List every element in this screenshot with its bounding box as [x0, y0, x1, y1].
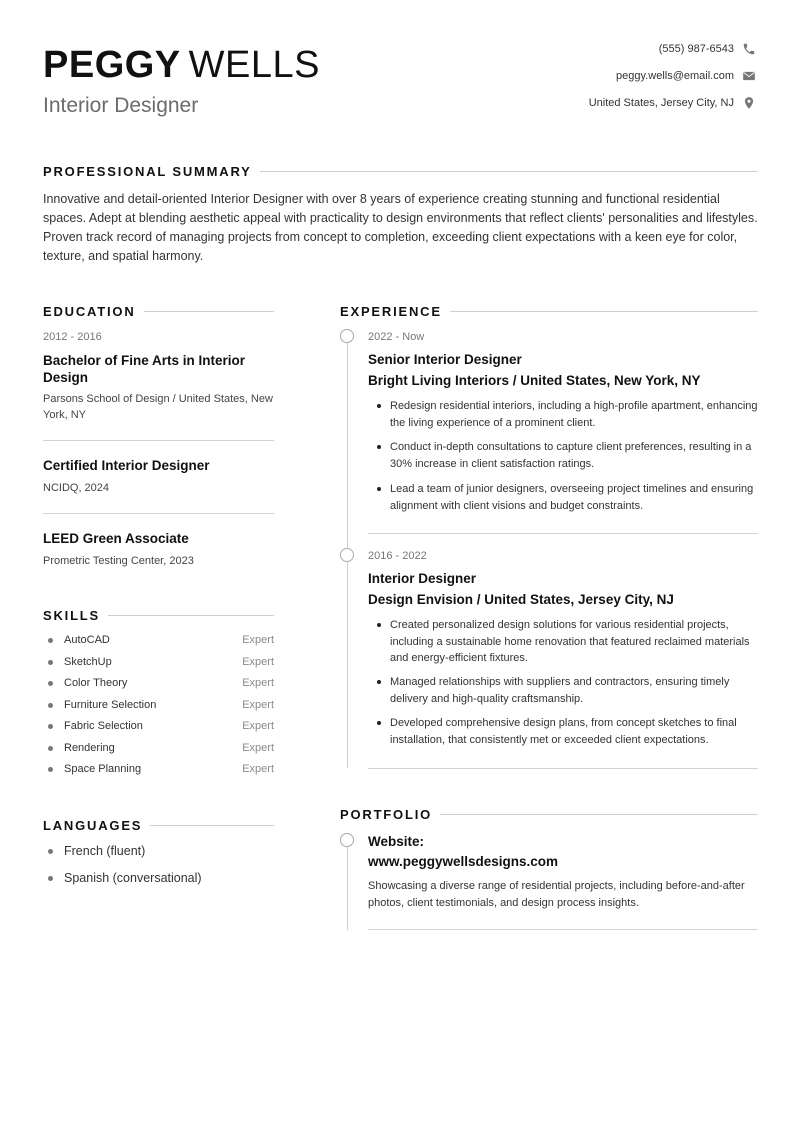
experience-date: 2016 - 2022 — [368, 550, 427, 562]
email-text: peggy.wells@email.com — [616, 70, 734, 82]
skill-name: AutoCAD — [64, 634, 110, 646]
section-divider — [108, 615, 274, 616]
phone-text: (555) 987-6543 — [658, 43, 734, 55]
skill-level: Expert — [242, 677, 274, 689]
skill-item — [48, 742, 274, 754]
skill-level: Expert — [242, 699, 274, 711]
skill-level: Expert — [242, 763, 274, 775]
email-icon — [742, 69, 756, 83]
experience-company: Design Envision / United States, Jersey City, NJ — [368, 592, 674, 607]
bullet-dot — [377, 487, 381, 491]
languages-heading — [43, 818, 274, 833]
language-name: French (fluent) — [64, 844, 146, 858]
phone-icon — [742, 42, 756, 56]
summary-text: Innovative and detail-oriented Interior Designer with over 8 years of experience creating stunning and functional residential spaces. Adept at blending aesthetic appeal with practicality to design environments that reflect clients' personalities and lifestyles. Proven track record of managing projects from concept to completion, exceeding client expectations with a keen eye for color, texture, and spatial harmony. — [43, 192, 758, 263]
bullet-text: Managed relationships with suppliers and contractors, ensuring timely delivery and high-quality craftsmanship. — [390, 676, 730, 705]
section-divider — [150, 825, 274, 826]
portfolio-description: Showcasing a diverse range of residential projects, including before-and-after photos, client testimonials, and design process insights. — [368, 880, 745, 909]
bullet-dot — [48, 681, 53, 686]
experience-bullet — [378, 398, 770, 431]
skill-level: Expert — [242, 656, 274, 668]
languages-heading-label: LANGUAGES — [43, 818, 143, 833]
skill-level: Expert — [242, 742, 274, 754]
experience-heading — [340, 304, 758, 319]
bullet-dot — [377, 623, 381, 627]
skill-item — [48, 634, 274, 646]
education-title: Certified Interior Designer — [43, 458, 210, 473]
first-name: PEGGY — [43, 44, 181, 86]
education-institution: Parsons School of Design / United States, New York, NY — [43, 393, 273, 421]
timeline-marker — [340, 833, 354, 847]
skill-name: Rendering — [64, 742, 115, 754]
education-title: LEED Green Associate — [43, 531, 189, 546]
section-divider — [450, 311, 758, 312]
bullet-dot — [377, 721, 381, 725]
bullet-dot — [48, 767, 53, 772]
skill-name: Color Theory — [64, 677, 128, 689]
bullet-dot — [48, 876, 53, 881]
experience-title: Interior Designer — [368, 571, 477, 586]
bullet-dot — [48, 660, 53, 665]
skill-level: Expert — [242, 720, 274, 732]
bullet-dot — [48, 724, 53, 729]
language-item — [48, 844, 145, 858]
experience-divider — [368, 768, 758, 769]
skill-name: SketchUp — [64, 656, 112, 668]
experience-title: Senior Interior Designer — [368, 352, 522, 367]
skill-level: Expert — [242, 634, 274, 646]
summary-heading-label: PROFESSIONAL SUMMARY — [43, 164, 252, 179]
section-divider — [144, 311, 274, 312]
education-divider — [43, 440, 274, 441]
language-name: Spanish (conversational) — [64, 871, 202, 885]
bullet-dot — [377, 445, 381, 449]
bullet-text: Lead a team of junior designers, overseeing project timelines and ensuring alignment with client visions and budget constraints. — [390, 483, 754, 512]
experience-bullet — [378, 715, 770, 748]
timeline-marker — [340, 329, 354, 343]
bullet-text: Created personalized design solutions for various residential projects, including a sustainable home renovation that featured reclaimed materials and energy-efficient fixtures. — [390, 619, 750, 664]
bullet-dot — [48, 849, 53, 854]
bullet-text: Conduct in-depth consultations to capture client preferences, resulting in a 30% increase in client satisfaction ratings. — [390, 441, 752, 470]
contact-email[interactable] — [456, 69, 756, 83]
skill-name: Furniture Selection — [64, 699, 157, 711]
skill-item — [48, 656, 274, 668]
education-date: 2012 - 2016 — [43, 331, 102, 343]
timeline-marker — [340, 548, 354, 562]
section-divider — [440, 814, 758, 815]
bullet-dot — [377, 680, 381, 684]
experience-divider — [368, 533, 758, 534]
language-item — [48, 871, 202, 885]
candidate-name — [43, 42, 320, 88]
education-heading-label: EDUCATION — [43, 304, 136, 319]
skill-item — [48, 763, 274, 775]
skill-item — [48, 699, 274, 711]
portfolio-divider — [368, 929, 758, 930]
education-institution: NCIDQ, 2024 — [43, 482, 110, 494]
bullet-text: Redesign residential interiors, including a high-profile apartment, enhancing the living experience of a prominent client. — [390, 400, 758, 429]
education-institution: Prometric Testing Center, 2023 — [43, 555, 194, 567]
last-name: WELLS — [188, 44, 320, 86]
skill-item — [48, 677, 274, 689]
bullet-dot — [48, 746, 53, 751]
section-divider — [260, 171, 758, 172]
location-pin-icon — [742, 96, 756, 110]
skill-name: Space Planning — [64, 763, 142, 775]
experience-date: 2022 - Now — [368, 331, 425, 343]
education-heading — [43, 304, 274, 319]
portfolio-timeline — [347, 834, 348, 930]
experience-company: Bright Living Interiors / United States, New York, NY — [368, 373, 701, 388]
experience-bullet — [378, 481, 770, 514]
experience-heading-label: EXPERIENCE — [340, 304, 442, 319]
bullet-text: Developed comprehensive design plans, from concept sketches to final installation, that consistently met or exceeded client expectations. — [390, 717, 737, 746]
job-role: Interior Designer — [43, 94, 199, 117]
location-text: United States, Jersey City, NJ — [588, 97, 734, 109]
portfolio-link[interactable]: www.peggywellsdesigns.com — [368, 854, 559, 869]
bullet-dot — [48, 638, 53, 643]
skills-heading-label: SKILLS — [43, 608, 101, 623]
education-title: Bachelor of Fine Arts in Interior Design — [43, 353, 246, 385]
portfolio-heading — [340, 807, 758, 822]
experience-bullet — [378, 617, 770, 667]
bullet-dot — [48, 703, 53, 708]
education-divider — [43, 513, 274, 514]
bullet-dot — [377, 404, 381, 408]
contact-phone[interactable] — [456, 42, 756, 56]
portfolio-heading-label: PORTFOLIO — [340, 807, 433, 822]
experience-bullet — [378, 674, 770, 707]
contact-location — [456, 96, 756, 110]
skills-heading — [43, 608, 274, 623]
summary-heading — [43, 164, 758, 179]
portfolio-label: Website: — [368, 834, 425, 849]
experience-bullet — [378, 439, 770, 472]
skill-name: Fabric Selection — [64, 720, 143, 732]
skill-item — [48, 720, 274, 732]
